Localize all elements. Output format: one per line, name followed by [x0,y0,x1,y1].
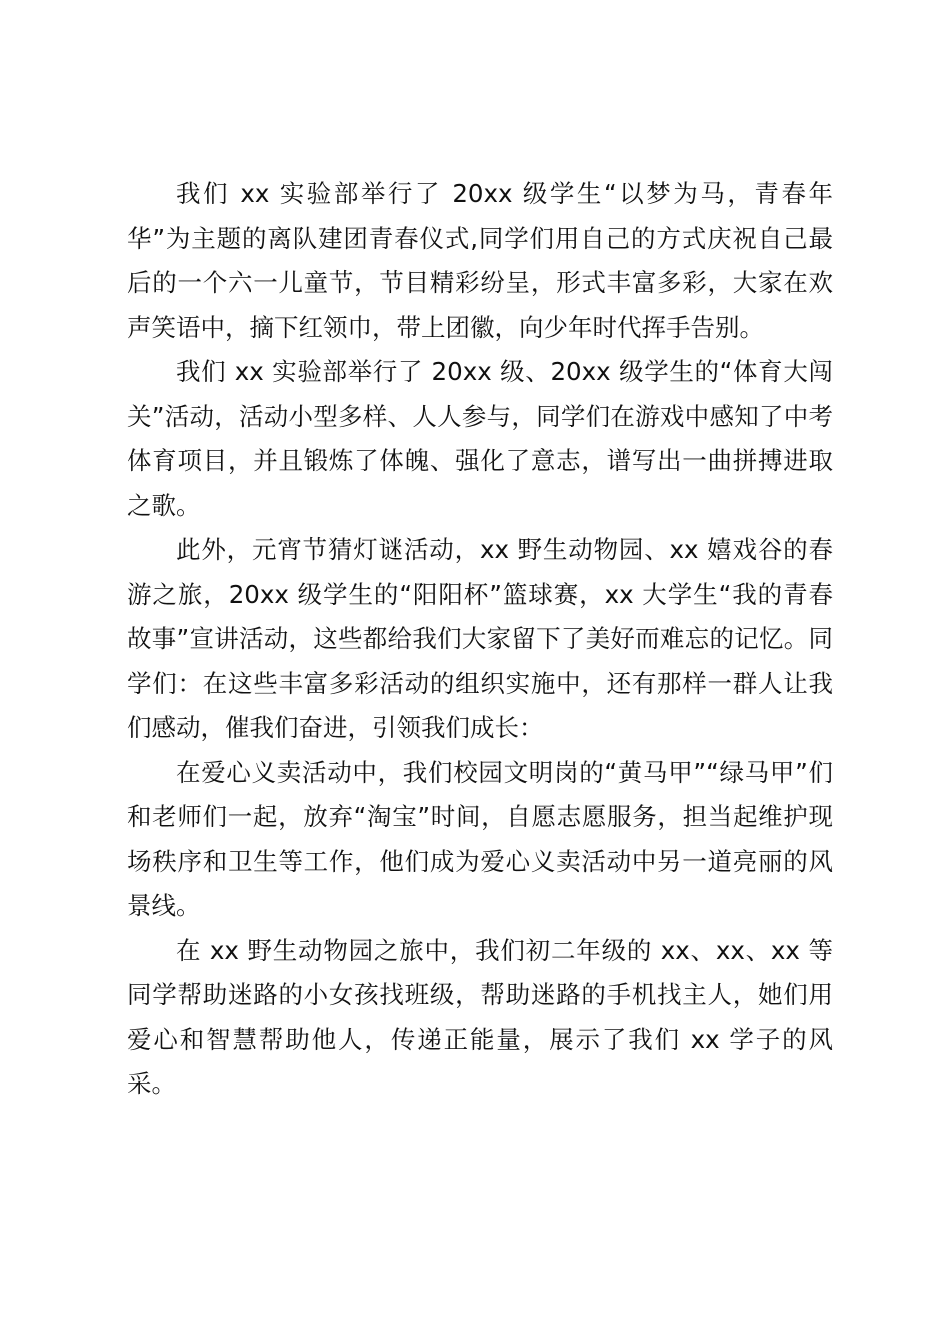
paragraph-3: 此外，元宵节猜灯谜活动，xx 野生动物园、xx 嬉戏谷的春游之旅，20xx 级学生的“阳阳杯”篮球赛，xx 大学生“我的青春故事”宣讲活动，这些都给我们大家留下了美好而难忘的记忆。同学们：在这些丰富多彩活动的组织实施中，还有那样一群人让我们感动，催我们奋进，引领我们成长： [127,535,833,742]
paragraph-1: 我们 xx 实验部举行了 20xx 级学生“以梦为马，青春年华”为主题的离队建团青春仪式,同学们用自己的方式庆祝自己最后的一个六一儿童节，节目精彩纷呈，形式丰富多彩，大家在欢声笑语中，摘下红领巾，带上团徽，向少年时代挥手告别。 [127,179,833,342]
paragraph-2: 我们 xx 实验部举行了 20xx 级、20xx 级学生的“体育大闯关”活动，活动小型多样、人人参与，同学们在游戏中感知了中考体育项目，并且锻炼了体魄、强化了意志，谱写出一曲拼搏进取之歌。 [127,357,833,520]
paragraph-5: 在 xx 野生动物园之旅中，我们初二年级的 xx、xx、xx 等同学帮助迷路的小女孩找班级，帮助迷路的手机找主人，她们用爱心和智慧帮助他人，传递正能量，展示了我们 xx 学子的风采。 [127,935,833,1098]
document-body [127,172,833,1107]
paragraph-4: 在爱心义卖活动中，我们校园文明岗的“黄马甲”“绿马甲”们和老师们一起，放弃“淘宝”时间，自愿志愿服务，担当起维护现场秩序和卫生等工作，他们成为爱心义卖活动中另一道亮丽的风景线。 [127,757,833,920]
